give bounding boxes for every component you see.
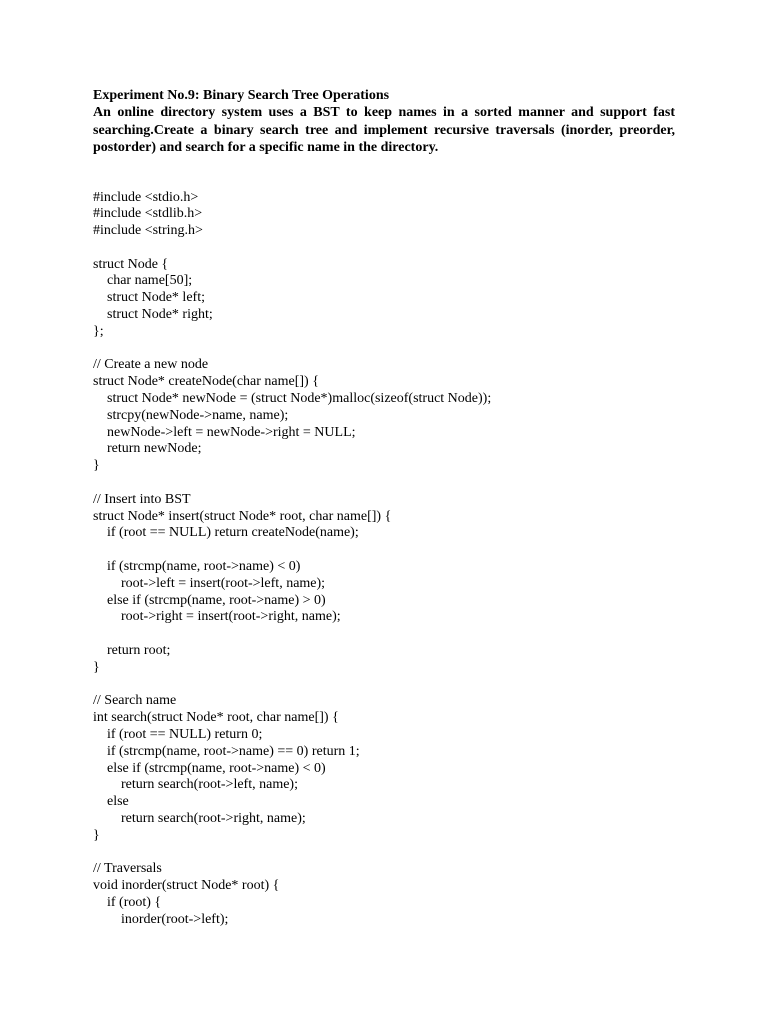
code-line: // Insert into BST [93, 491, 191, 507]
code-line [93, 677, 675, 694]
code-line: if (root == NULL) return 0; [93, 727, 263, 742]
code-line: if (strcmp(name, root->name) == 0) return 1; [93, 743, 360, 759]
code-line: } [93, 827, 100, 843]
code-line: if (strcmp(name, root->name) < 0) [93, 559, 301, 575]
code-line: struct Node { [93, 256, 169, 272]
code-line: #include <stdio.h> [93, 189, 199, 205]
code-line: }; [93, 323, 104, 339]
code-line: #include <stdlib.h> [93, 206, 203, 222]
code-line [93, 240, 675, 257]
code-listing [93, 190, 675, 929]
code-line: // Create a new node [93, 357, 209, 373]
code-line: if (root == NULL) return createNode(name); [93, 525, 359, 541]
code-line: else if (strcmp(name, root->name) < 0) [93, 760, 326, 776]
code-line: void inorder(struct Node* root) { [93, 878, 280, 894]
code-line: struct Node* left; [93, 290, 205, 306]
document-content [93, 87, 675, 929]
code-line [93, 475, 675, 492]
code-line: return root; [93, 643, 171, 659]
code-line: root->left = insert(root->left, name); [93, 575, 326, 591]
code-line [93, 542, 675, 559]
code-line: return search(root->right, name); [93, 810, 306, 826]
code-line: root->right = insert(root->right, name); [93, 609, 341, 625]
code-line: return newNode; [93, 441, 202, 457]
code-line: } [93, 659, 100, 675]
code-line: else [93, 794, 129, 810]
code-line: else if (strcmp(name, root->name) > 0) [93, 592, 326, 608]
code-line: struct Node* newNode = (struct Node*)malloc(sizeof(struct Node)); [93, 391, 492, 407]
code-line: struct Node* insert(struct Node* root, char name[]) { [93, 508, 392, 524]
code-line: newNode->left = newNode->right = NULL; [93, 424, 356, 440]
code-line: // Traversals [93, 861, 162, 877]
experiment-title: Experiment No.9: Binary Search Tree Operations [93, 88, 390, 103]
code-line: struct Node* right; [93, 307, 213, 323]
code-line [93, 341, 675, 358]
code-line: return search(root->left, name); [93, 777, 298, 793]
code-line: struct Node* createNode(char name[]) { [93, 374, 319, 390]
problem-statement: An online directory system uses a BST to keep names in a sorted manner and support fast searching.Create a binary search tree and implement recursive traversals (inorder, preorder, postorder) and search for a specific name in the directory. [93, 105, 675, 155]
code-line [93, 845, 675, 862]
code-line: inorder(root->left); [93, 911, 229, 927]
code-line: if (root) { [93, 894, 162, 910]
code-line: strcpy(newNode->name, name); [93, 407, 289, 423]
code-line: // Search name [93, 693, 177, 709]
code-line: int search(struct Node* root, char name[]) { [93, 710, 339, 726]
code-line: char name[50]; [93, 273, 193, 289]
code-line: } [93, 458, 100, 474]
code-line: #include <string.h> [93, 223, 203, 239]
code-line [93, 626, 675, 643]
